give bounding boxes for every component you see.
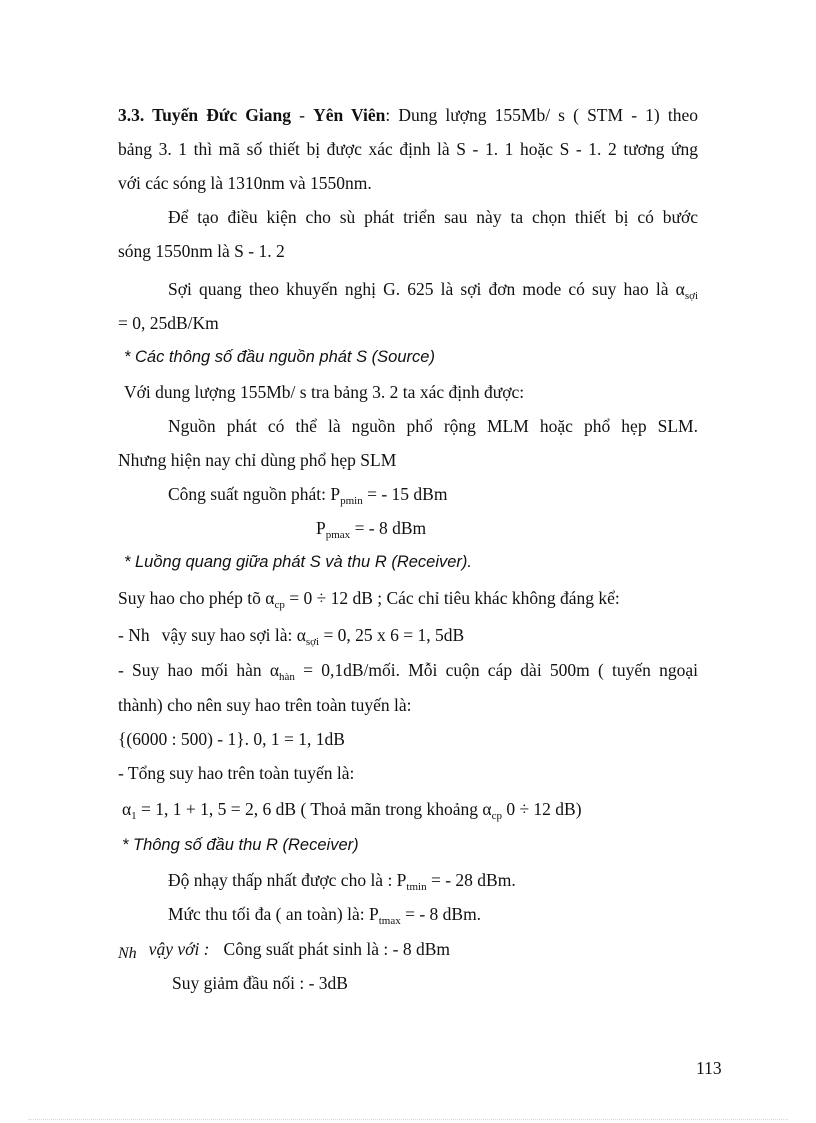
paragraph-line (118, 624, 698, 646)
subheading-receiver: * Thông số đầu thu R (Receiver) (122, 836, 359, 854)
subheading-link: * Luồng quang giữa phát S và thu R (Receiver). (124, 553, 472, 571)
ptmax-subscript: tmax (378, 915, 401, 927)
italic-phrase: vậy với : (148, 939, 210, 959)
formula-line (122, 798, 702, 820)
pmin-label: Công suất nguồn phát: P (168, 484, 341, 504)
paragraph-line (118, 587, 698, 609)
pmin-subscript: pmin (340, 495, 363, 507)
paragraph-line: Nguồn phát có thể là nguồn phổ rộng MLM hoặc phổ hẹp SLM. (168, 416, 698, 436)
paragraph-line: với các sóng là 1310nm và 1550nm. (118, 173, 372, 193)
fiber-loss-text: vậy suy hao sợi là: α (161, 625, 306, 645)
paragraph-line (168, 278, 698, 300)
alpha-subscript: cp (491, 810, 502, 822)
section-title: 3.3. Tuyến Đức Giang (118, 105, 291, 125)
page-number: 113 (696, 1058, 722, 1078)
transmit-power-text: Công suất phát sinh là : - 8 dBm (223, 939, 451, 959)
total-loss-text: = 1, 1 + 1, 5 = 2, 6 dB ( Thoả mãn trong khoảng α (136, 799, 492, 819)
alpha-subscript: hàn (279, 671, 295, 683)
alpha-symbol: α (122, 799, 132, 819)
heading-rest: : Dung lượng 155Mb/ s ( STM - 1) theo (385, 105, 698, 125)
paragraph-line: thành) cho nên suy hao trên toàn tuyến là: (118, 695, 412, 715)
paragraph-line: sóng 1550nm là S - 1. 2 (118, 241, 285, 261)
alpha-subscript: sợi (684, 290, 698, 302)
paragraph-line (168, 869, 698, 891)
subheading-source: * Các thông số đầu nguồn phát S (Source) (124, 348, 435, 366)
title-dash: - (290, 105, 314, 125)
sensitivity-text: Độ nhạy thấp nhất được cho là : P (168, 870, 407, 890)
paragraph-line: = 0, 25dB/Km (118, 313, 219, 333)
page-bottom-border (28, 1119, 788, 1120)
paragraph-line (118, 938, 698, 962)
max-receive-value: = - 8 dBm. (400, 904, 482, 924)
total-loss-range: 0 ÷ 12 dB) (501, 799, 582, 819)
power-max-line (316, 517, 616, 539)
paragraph-line (168, 903, 698, 925)
splice-loss-text: - Suy hao mối hàn α (118, 660, 280, 680)
pmax-label: P (316, 518, 326, 538)
line-prefix: - Nh (118, 625, 150, 645)
paragraph-line (118, 659, 698, 681)
section-heading-line (118, 104, 698, 126)
allowed-loss-text: Suy hao cho phép tõ α (118, 588, 275, 608)
paragraph-line: Nhưng hiện nay chỉ dùng phổ hẹp SLM (118, 450, 397, 470)
ptmin-subscript: tmin (406, 881, 427, 893)
power-min-line (168, 483, 698, 505)
sensitivity-value: = - 28 dBm. (426, 870, 516, 890)
paragraph-line: Suy giảm đầu nối : - 3dB (172, 973, 348, 993)
paragraph-line: Với dung lượng 155Mb/ s tra bảng 3. 2 ta xác định được: (124, 382, 525, 402)
alpha-subscript: cp (274, 599, 285, 611)
allowed-loss-value: = 0 ÷ 12 dB ; Các chỉ tiêu khác không đáng kể: (284, 588, 620, 608)
alpha-subscript: sợi (305, 636, 320, 648)
section-title-end: Yên Viên (313, 105, 386, 125)
pmax-subscript: pmax (325, 529, 351, 541)
paragraph-line: Để tạo điều kiện cho sù phát triển sau này ta chọn thiết bị có bước (168, 207, 698, 227)
paragraph-line: - Tổng suy hao trên toàn tuyến là: (118, 763, 355, 783)
fiber-attenuation-text: Sợi quang theo khuyến nghị G. 625 là sợi đơn mode có suy hao là α (168, 279, 685, 299)
formula-line: {(6000 : 500) - 1}. 0, 1 = 1, 1dB (118, 729, 345, 749)
pmax-value: = - 8 dBm (350, 518, 427, 538)
line-prefix: Nh (118, 945, 137, 962)
splice-loss-value: = 0,1dB/mối. Mỗi cuộn cáp dài 500m ( tuyến ngoại (294, 660, 698, 680)
fiber-loss-value: = 0, 25 x 6 = 1, 5dB (319, 625, 465, 645)
alpha-subscript: 1 (131, 810, 137, 822)
paragraph-line: bảng 3. 1 thì mã số thiết bị được xác định là S - 1. 1 hoặc S - 1. 2 tương ứng (118, 139, 698, 159)
pmin-value: = - 15 dBm (362, 484, 448, 504)
max-receive-text: Mức thu tối đa ( an toàn) là: P (168, 904, 379, 924)
